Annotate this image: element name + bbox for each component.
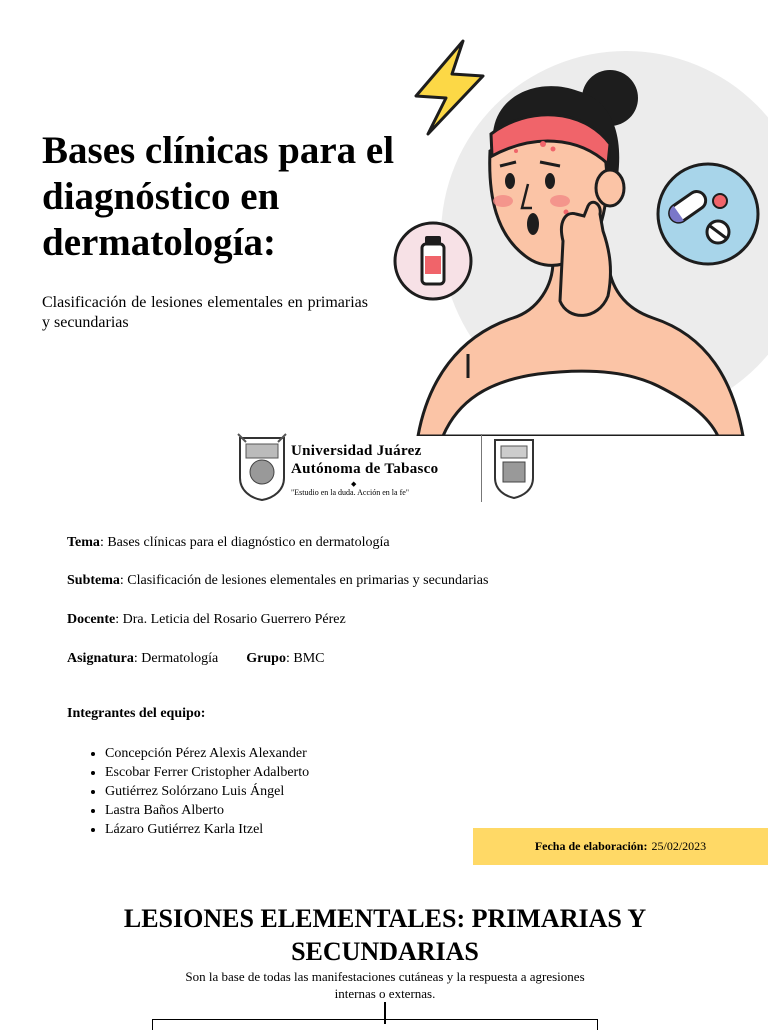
list-item: • Escobar Ferrer Cristopher Adalberto [105,763,309,782]
section-description: Son la base de todas las manifestaciones cutáneas y la respuesta a agresiones internas o externas. [185,969,585,1001]
bottle-icon [395,223,471,299]
cover-subtitle: Clasificación de lesiones elementales en primarias y secundarias [42,294,368,331]
fecha-value: 25/02/2023 [651,839,707,853]
university-name-line1: Universidad Juárez [291,443,422,459]
list-item: • Lázaro Gutiérrez Karla Itzel [105,820,309,839]
info-subtema [67,572,488,590]
fecha-box [473,828,768,865]
docente-label: Docente [67,612,116,627]
info-docente [67,611,346,629]
university-shield-icon [236,432,288,502]
list-item: • Gutiérrez Solórzano Luis Ángel [105,782,309,801]
pills-icon [658,164,758,264]
tema-value: : Bases clínicas para el diagnóstico en dermatología [99,535,390,550]
subtema-label: Subtema [67,573,120,588]
info-asignatura [67,650,324,668]
list-item: • Lastra Baños Alberto [105,801,309,820]
diagram-branch [152,1019,598,1030]
university-motto: "Estudio en la duda. Acción en la fe" [291,488,410,497]
faculty-shield-icon [491,436,537,500]
cover-title: Bases clínicas para el diagnóstico en dermatología: [42,129,395,264]
team-heading: Integrantes del equipo: [67,706,206,721]
docente-value: : Dra. Leticia del Rosario Guerrero Pérez [115,612,346,627]
university-name-line2: Autónoma de Tabasco [291,461,439,477]
asignatura-label: Asignatura [67,651,134,666]
university-logo [236,432,536,504]
university-divider-dot: ◆ [351,480,357,488]
logo-divider [481,434,482,502]
team-list [74,744,309,839]
dermatology-illustration [388,36,768,436]
lightning-bolt-icon [416,41,483,134]
grupo-label: Grupo [246,651,286,666]
fecha-label: Fecha de elaboración: [534,839,648,853]
tema-label: Tema [67,535,100,550]
list-item: • Concepción Pérez Alexis Alexander [105,744,309,763]
info-tema [67,534,390,552]
asignatura-value: : Dermatología [133,651,219,666]
subtema-value: : Clasificación de lesiones elementales en primarias y secundarias [119,573,489,588]
section-title: LESIONES ELEMENTALES: PRIMARIAS Y SECUNDARIAS [123,904,647,966]
grupo-value: : BMC [285,651,325,666]
